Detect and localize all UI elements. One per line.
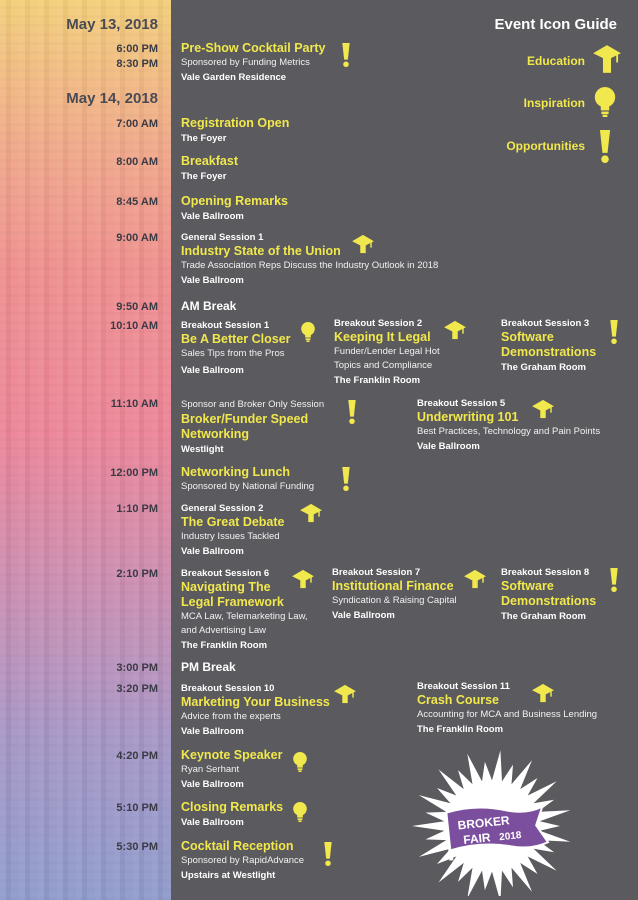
event-desc: Trade Association Reps Discuss the Industry Outlook in 2018 — [181, 260, 439, 271]
event-venue: Vale Ballroom — [417, 441, 480, 452]
event-venue: Vale Garden Residence — [181, 72, 287, 83]
logo-broker-text: BROKER — [457, 813, 511, 833]
event-broker-networking — [181, 398, 324, 457]
event-breakfast — [181, 154, 238, 184]
event-title: Networking Lunch — [181, 465, 291, 479]
event-title: Software — [501, 579, 554, 593]
event-preshow — [181, 41, 326, 85]
time-label: 5:10 PM — [116, 802, 158, 814]
legend-opportunities-label: Opportunities — [506, 139, 585, 153]
event-title: Networking — [181, 427, 250, 441]
date-day2: May 14, 2018 — [66, 90, 158, 107]
event-desc: Best Practices, Technology and Pain Points — [417, 426, 601, 437]
session-label: General Session 2 — [181, 503, 264, 514]
date-day1: May 13, 2018 — [66, 16, 158, 33]
event-desc: Accounting for MCA and Business Lending — [417, 709, 598, 720]
event-breakout-10 — [181, 682, 330, 739]
exclamation-icon — [323, 842, 333, 866]
event-opening — [181, 194, 288, 224]
time-label: 5:30 PM — [116, 841, 158, 853]
exclamation-icon — [341, 467, 351, 491]
event-breakout-3 — [501, 317, 596, 375]
event-title: Marketing Your Business — [181, 695, 330, 709]
event-registration — [181, 116, 289, 146]
lightbulb-icon — [593, 86, 617, 118]
event-pm-break — [181, 660, 236, 674]
event-venue: Vale Ballroom — [181, 817, 244, 828]
graduation-cap-icon — [292, 569, 314, 589]
event-desc: Syndication & Raising Capital — [332, 595, 457, 606]
time-label: 8:45 AM — [116, 196, 158, 208]
time-column — [0, 0, 171, 900]
session-label: Breakout Session 3 — [501, 318, 590, 329]
time-label: 9:50 AM — [116, 301, 158, 313]
event-venue: The Graham Room — [501, 611, 586, 622]
event-title: Industry State of the Union — [181, 244, 341, 258]
event-desc: Sponsored by Funding Metrics — [181, 57, 310, 68]
graduation-cap-icon — [532, 399, 554, 419]
exclamation-icon — [609, 320, 619, 344]
event-title: Legal Framework — [181, 595, 284, 609]
event-title: Underwriting 101 — [417, 410, 519, 424]
graduation-cap-icon — [593, 44, 621, 74]
event-breakout-1 — [181, 319, 291, 378]
session-label: Breakout Session 7 — [332, 567, 421, 578]
event-general-session-2 — [181, 502, 285, 559]
session-label: Breakout Session 11 — [417, 681, 510, 692]
time-label: 10:10 AM — [110, 320, 158, 332]
event-venue: The Franklin Room — [181, 640, 268, 651]
graduation-cap-icon — [444, 320, 466, 340]
time-label: 3:20 PM — [116, 683, 158, 695]
time-label: 6:00 PM — [116, 43, 158, 55]
exclamation-icon — [598, 130, 612, 163]
event-title: Demonstrations — [501, 345, 597, 359]
event-venue: Vale Ballroom — [181, 275, 244, 286]
graduation-cap-icon — [300, 503, 322, 523]
graduation-cap-icon — [352, 234, 374, 254]
graduation-cap-icon — [532, 683, 554, 703]
event-title: PM Break — [181, 660, 236, 674]
graduation-cap-icon — [334, 684, 356, 704]
event-title: Broker/Funder Speed — [181, 412, 309, 426]
event-venue: Westlight — [181, 444, 224, 455]
event-title: Demonstrations — [501, 594, 597, 608]
time-label: 8:30 PM — [116, 58, 158, 70]
event-breakout-6 — [181, 567, 308, 653]
event-keynote — [181, 748, 282, 792]
event-desc: Sponsored by National Funding — [181, 481, 315, 492]
event-venue: Upstairs at Westlight — [181, 870, 276, 881]
event-desc: and Advertising Law — [181, 625, 267, 636]
session-label: Breakout Session 1 — [181, 320, 270, 331]
session-label: Breakout Session 8 — [501, 567, 590, 578]
event-venue: The Foyer — [181, 171, 227, 182]
time-label: 12:00 PM — [110, 467, 158, 479]
event-title: Software — [501, 330, 554, 344]
event-title: The Great Debate — [181, 515, 285, 529]
session-label: Breakout Session 6 — [181, 568, 270, 579]
event-venue: Vale Ballroom — [181, 546, 244, 557]
lightbulb-icon — [292, 801, 308, 823]
event-title: Registration Open — [181, 116, 290, 130]
time-label: 4:20 PM — [116, 750, 158, 762]
event-title: AM Break — [181, 299, 237, 313]
exclamation-icon — [609, 568, 619, 592]
time-label: 9:00 AM — [116, 232, 158, 244]
exclamation-icon — [341, 43, 351, 67]
event-title: Pre-Show Cocktail Party — [181, 41, 326, 55]
graduation-cap-icon — [464, 569, 486, 589]
event-breakout-5 — [417, 397, 600, 454]
event-breakout-2 — [334, 317, 440, 388]
event-closing — [181, 800, 283, 830]
event-desc: Sponsored by RapidAdvance — [181, 855, 305, 866]
time-label: 8:00 AM — [116, 156, 158, 168]
event-venue: The Foyer — [181, 133, 227, 144]
time-label: 7:00 AM — [116, 118, 158, 130]
legend-education-label: Education — [526, 54, 585, 68]
event-venue: Vale Ballroom — [181, 779, 244, 790]
event-venue: The Graham Room — [501, 362, 586, 373]
city-skyline-background — [0, 0, 171, 900]
event-title: Keynote Speaker — [181, 748, 283, 762]
lightbulb-icon — [300, 321, 316, 343]
event-desc: Ryan Serhant — [181, 764, 240, 775]
event-desc: MCA Law, Telemarketing Law, — [181, 611, 308, 622]
event-title: Cocktail Reception — [181, 839, 294, 853]
event-title: Navigating The — [181, 580, 271, 594]
event-desc: Industry Issues Tackled — [181, 531, 280, 542]
event-title: Closing Remarks — [181, 800, 284, 814]
lightbulb-icon — [292, 751, 308, 773]
session-label: Sponsor and Broker Only Session — [181, 399, 325, 410]
event-venue: Vale Ballroom — [332, 610, 395, 621]
session-label: Breakout Session 2 — [334, 318, 423, 329]
broker-fair-logo — [388, 746, 596, 896]
event-venue: The Franklin Room — [334, 375, 421, 386]
event-title: Opening Remarks — [181, 194, 288, 208]
logo-year-text: 2018 — [498, 830, 522, 844]
logo-fair-text: FAIR — [462, 830, 492, 848]
exclamation-icon — [347, 400, 357, 424]
time-label: 3:00 PM — [116, 662, 158, 674]
event-desc: Sales Tips from the Pros — [181, 348, 285, 359]
session-label: Breakout Session 5 — [417, 398, 506, 409]
event-breakout-8 — [501, 566, 596, 624]
event-desc: Advice from the experts — [181, 711, 281, 722]
time-label: 1:10 PM — [116, 503, 158, 515]
event-title: Institutional Finance — [332, 579, 454, 593]
session-label: General Session 1 — [181, 232, 264, 243]
event-breakout-11 — [417, 680, 597, 737]
time-label: 2:10 PM — [116, 568, 158, 580]
event-general-session-1 — [181, 231, 438, 288]
event-breakout-7 — [332, 566, 457, 623]
event-venue: Vale Ballroom — [181, 211, 244, 222]
event-venue: Vale Ballroom — [181, 365, 244, 376]
event-venue: The Franklin Room — [417, 724, 504, 735]
time-label: 11:10 AM — [110, 398, 158, 410]
event-desc: Funder/Lender Legal Hot — [334, 346, 440, 357]
event-desc: Topics and Compliance — [334, 360, 433, 371]
event-networking-lunch — [181, 465, 314, 494]
event-title: Keeping It Legal — [334, 330, 431, 344]
event-title: Be A Better Closer — [181, 332, 291, 346]
event-cocktail-reception — [181, 839, 304, 883]
event-title: Breakfast — [181, 154, 238, 168]
event-venue: Vale Ballroom — [181, 726, 244, 737]
event-title: Crash Course — [417, 693, 499, 707]
session-label: Breakout Session 10 — [181, 683, 275, 694]
legend-inspiration-label: Inspiration — [523, 96, 585, 110]
icon-guide-title: Event Icon Guide — [494, 16, 617, 33]
event-am-break — [181, 299, 236, 313]
